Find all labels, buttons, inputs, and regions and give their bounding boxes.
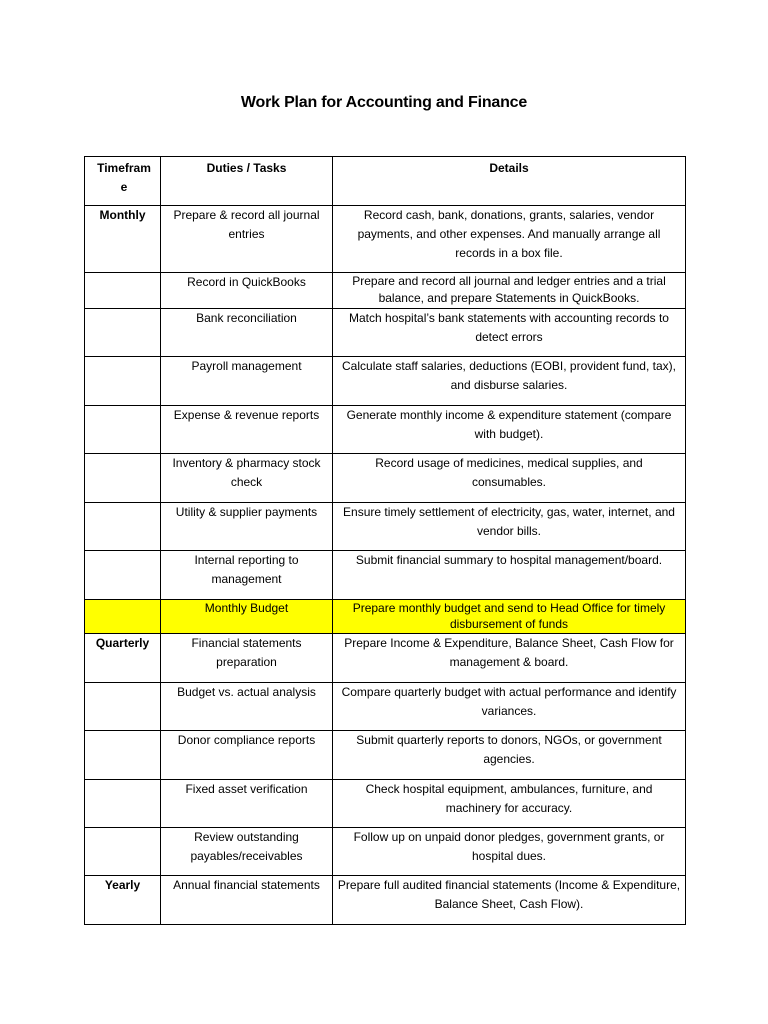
timeframe-cell: Yearly [85, 876, 161, 925]
duty-cell: Payroll management [161, 357, 333, 406]
details-cell: Submit financial summary to hospital management/board. [333, 551, 686, 600]
table-row [85, 876, 686, 925]
duty-cell: Review outstanding payables/receivables [161, 828, 333, 876]
timeframe-header: Timeframe [85, 157, 161, 206]
timeframe-cell [85, 309, 161, 357]
details-cell: Compare quarterly budget with actual performance and identify variances. [333, 683, 686, 731]
details-cell: Check hospital equipment, ambulances, furniture, and machinery for accuracy. [333, 780, 686, 828]
duty-cell: Annual financial statements [161, 876, 333, 925]
timeframe-cell: Quarterly [85, 634, 161, 683]
timeframe-cell [85, 406, 161, 454]
duty-cell: Donor compliance reports [161, 731, 333, 780]
timeframe-cell [85, 503, 161, 551]
timeframe-cell [85, 357, 161, 406]
duties-header: Duties / Tasks [161, 157, 333, 206]
timeframe-cell [85, 551, 161, 600]
table-row [85, 406, 686, 454]
duty-cell: Fixed asset verification [161, 780, 333, 828]
details-cell: Record cash, bank, donations, grants, salaries, vendor payments, and other expenses. And manually arrange all records in a box file. [333, 206, 686, 273]
timeframe-cell [85, 273, 161, 309]
duty-cell: Inventory & pharmacy stock check [161, 454, 333, 503]
details-cell: Follow up on unpaid donor pledges, government grants, or hospital dues. [333, 828, 686, 876]
details-cell: Submit quarterly reports to donors, NGOs, or government agencies. [333, 731, 686, 780]
table-header-row [85, 157, 686, 206]
table-row [85, 551, 686, 600]
timeframe-cell [85, 454, 161, 503]
table-row [85, 273, 686, 309]
duty-cell: Record in QuickBooks [161, 273, 333, 309]
work-plan-table [84, 156, 686, 925]
table-row [85, 309, 686, 357]
details-cell: Match hospital’s bank statements with accounting records to detect errors [333, 309, 686, 357]
timeframe-cell: Monthly [85, 206, 161, 273]
details-cell: Calculate staff salaries, deductions (EOBI, provident fund, tax), and disburse salaries. [333, 357, 686, 406]
details-cell: Generate monthly income & expenditure statement (compare with budget). [333, 406, 686, 454]
duty-cell: Bank reconciliation [161, 309, 333, 357]
timeframe-cell [85, 780, 161, 828]
table-row [85, 634, 686, 683]
table-row [85, 454, 686, 503]
details-cell: Ensure timely settlement of electricity, gas, water, internet, and vendor bills. [333, 503, 686, 551]
table-row [85, 731, 686, 780]
timeframe-cell [85, 828, 161, 876]
details-cell: Prepare and record all journal and ledger entries and a trial balance, and prepare Statements in QuickBooks. [333, 273, 686, 309]
details-header: Details [333, 157, 686, 206]
duty-cell: Financial statements preparation [161, 634, 333, 683]
details-cell: Prepare Income & Expenditure, Balance Sheet, Cash Flow for management & board. [333, 634, 686, 683]
details-cell: Record usage of medicines, medical supplies, and consumables. [333, 454, 686, 503]
table-row [85, 828, 686, 876]
duty-cell: Monthly Budget [161, 600, 333, 634]
table-row-highlighted [85, 600, 686, 634]
table-row [85, 357, 686, 406]
timeframe-cell [85, 683, 161, 731]
duty-cell: Internal reporting to management [161, 551, 333, 600]
duty-cell: Prepare & record all journal entries [161, 206, 333, 273]
timeframe-cell [85, 600, 161, 634]
timeframe-cell [85, 731, 161, 780]
table-row [85, 503, 686, 551]
duty-cell: Utility & supplier payments [161, 503, 333, 551]
duty-cell: Budget vs. actual analysis [161, 683, 333, 731]
table-row [85, 780, 686, 828]
table-row [85, 683, 686, 731]
duty-cell: Expense & revenue reports [161, 406, 333, 454]
table-row [85, 206, 686, 273]
details-cell: Prepare full audited financial statements (Income & Expenditure, Balance Sheet, Cash Flow). [333, 876, 686, 925]
document-title: Work Plan for Accounting and Finance [240, 94, 528, 111]
details-cell: Prepare monthly budget and send to Head Office for timely disbursement of funds [333, 600, 686, 634]
